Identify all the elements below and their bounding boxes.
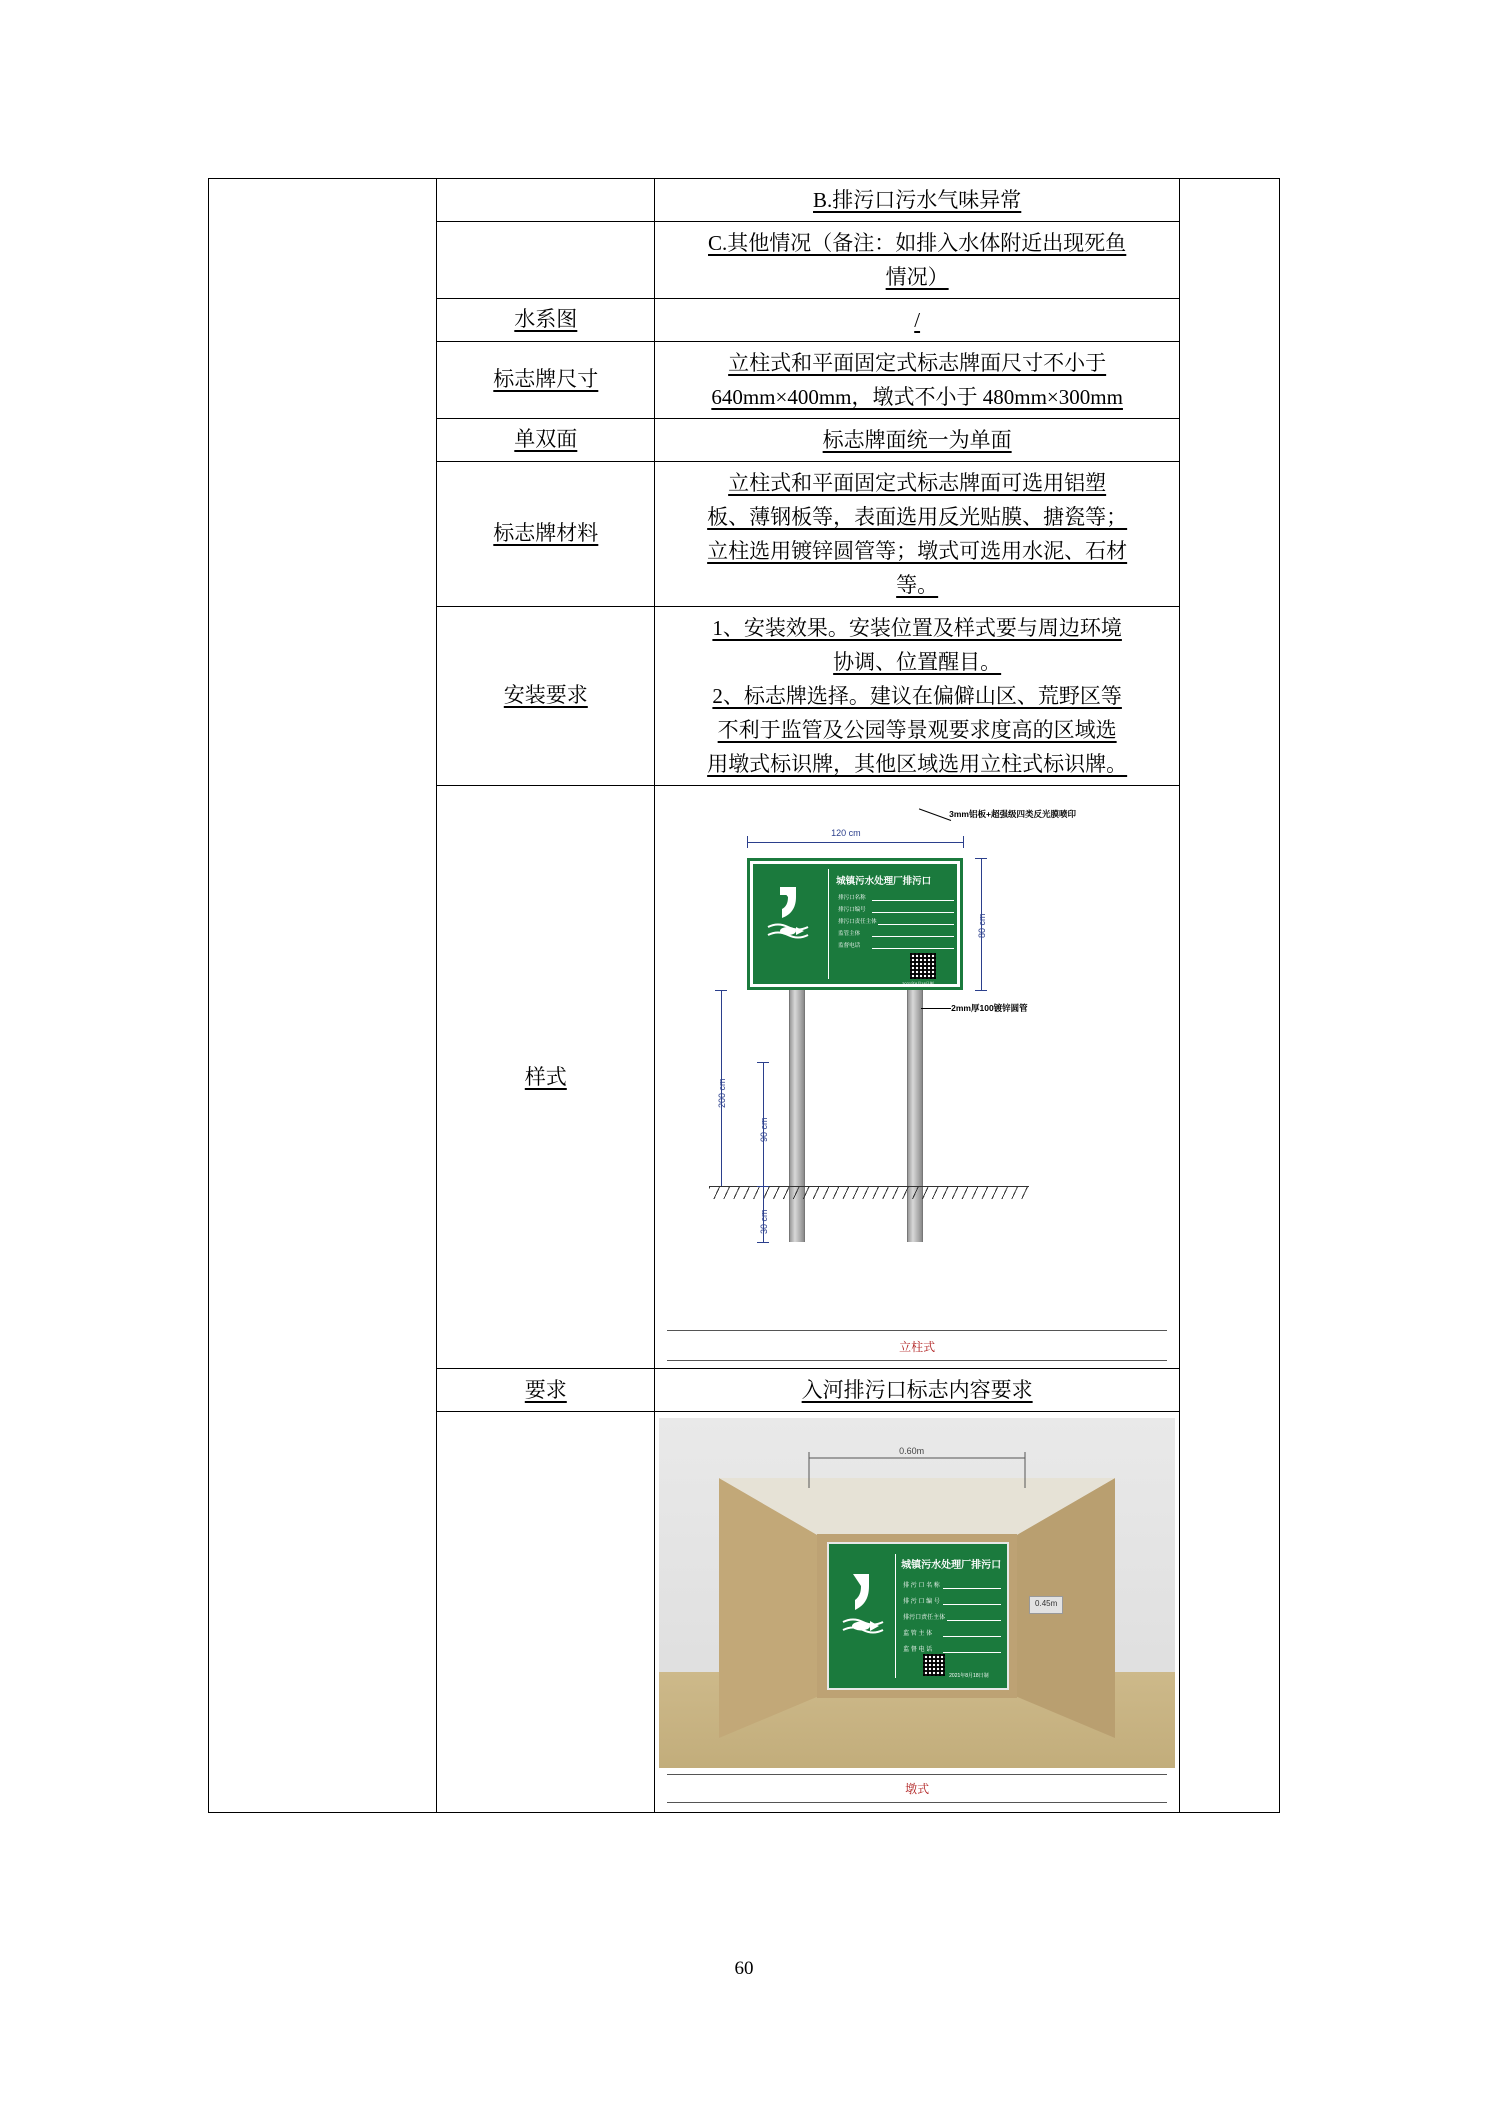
label-text: 安装要求 [503, 683, 588, 708]
label-text: 要求 [524, 1377, 567, 1402]
field-rule [943, 1604, 1001, 1605]
sign-field-label: 排 污 口 编 号 [903, 1599, 940, 1606]
field-rule [943, 1588, 1001, 1589]
sign-board-outline [747, 858, 963, 990]
field-rule [943, 1652, 1001, 1653]
text-line: B.排污口污水气味异常 [813, 188, 1022, 212]
sign-date-note: 2021年8月18日制 [902, 981, 934, 987]
row-content-single-double [655, 419, 1179, 462]
leader-line [921, 1008, 951, 1009]
sign-title: 城镇污水处理厂排污口 [836, 876, 932, 888]
label-text: 单双面 [514, 427, 578, 452]
row-content-style-figure [655, 786, 1179, 1369]
figure-block-caption: 墩式 [905, 1782, 930, 1797]
field-rule [943, 1636, 1001, 1637]
field-rule [872, 948, 954, 949]
text-line: 不利于监管及公园等景观要求度高的区域选 [717, 718, 1117, 743]
text-line: 立柱式和平面固定式标志牌面可选用铝塑 [728, 471, 1107, 496]
row-label-sign-size [437, 342, 655, 419]
figure-block-style-sign [659, 1418, 1175, 1812]
dim-tick [715, 990, 727, 991]
sign-field-label: 排污口责任主体 [903, 1615, 946, 1622]
row-label-install-req [437, 607, 655, 786]
text-line: 板、薄钢板等，表面选用反光贴膜、搪瓷等； [707, 505, 1128, 530]
qr-code [923, 1654, 945, 1676]
row-label-style [437, 786, 655, 1369]
pole-left [789, 990, 805, 1242]
row-label-requirement [437, 1369, 655, 1412]
monument-sign-face [827, 1542, 1009, 1690]
field-rule [872, 912, 954, 913]
field-rule [872, 936, 954, 937]
dim-board-height-label: 80 cm [977, 913, 988, 939]
dim-width-label: 120 cm [831, 828, 861, 839]
figure-rule-bottom [667, 1802, 1167, 1803]
requirements-table [208, 178, 1280, 1813]
row-label-empty-3 [437, 1412, 655, 1813]
dim-tick [757, 1186, 769, 1187]
sign-field-label: 排污口责任主体 [838, 919, 877, 926]
leader-line [919, 809, 951, 822]
right-merged-cell [1179, 179, 1279, 1813]
label-text: 标志牌尺寸 [493, 367, 599, 392]
text-line: 1、安装效果。安装位置及样式要与周边环境 [712, 616, 1122, 641]
text-line: 等。 [896, 573, 939, 598]
outfall-pipe-icon [841, 1570, 891, 1642]
field-rule [947, 1620, 1001, 1621]
dim-tick [975, 990, 987, 991]
label-text: 样式 [524, 1064, 567, 1089]
dim-total-height-label: 200 cm [717, 1078, 728, 1109]
table-row [209, 179, 1280, 222]
row-label-empty-2 [437, 222, 655, 299]
label-text: 标志牌材料 [493, 521, 599, 546]
sign-field-label: 监 管 主 体 [903, 1631, 933, 1638]
sign-date-note: 2021年8月18日制 [949, 1673, 989, 1680]
dim-tick [747, 836, 748, 848]
label-text: 水系图 [514, 307, 578, 332]
ground-hatch [709, 1187, 1029, 1199]
row-label-empty-1 [437, 179, 655, 222]
dim-pole-height-label: 90 cm [759, 1117, 770, 1143]
sign-field-label: 监督电话 [838, 943, 861, 950]
text-line: 情况） [885, 265, 949, 290]
row-label-single-double [437, 419, 655, 462]
sign-divider [895, 1554, 896, 1678]
sign-divider [828, 869, 829, 979]
text-line: 入河排污口标志内容要求 [801, 1378, 1033, 1403]
dim-side-tag: 0.45m [1029, 1596, 1063, 1614]
photo-frame [659, 1418, 1175, 1768]
text-line: 用墩式标识牌，其他区域选用立柱式标识牌。 [707, 752, 1128, 777]
left-merged-cell [209, 179, 437, 1813]
page-number: 60 [734, 1958, 754, 1979]
text-line: 标志牌面统一为单面 [822, 428, 1012, 453]
row-content-sign-material [655, 462, 1179, 607]
text-line: 立柱选用镀锌圆管等；墩式可选用水泥、石材 [707, 539, 1128, 564]
row-content-1 [655, 179, 1179, 222]
row-content-2 [655, 222, 1179, 299]
text-line: 640mm×400mm，墩式不小于 480mm×300mm [711, 385, 1123, 410]
outfall-pipe-icon [766, 883, 822, 945]
text-line: 协调、位置醒目。 [833, 650, 1002, 675]
figure-post-mounted-sign [659, 790, 1175, 1368]
field-rule [878, 924, 954, 925]
dim-tick [757, 1062, 769, 1063]
sign-title: 城镇污水处理厂排污口 [901, 1560, 1002, 1572]
figure-rule-top [667, 1330, 1167, 1331]
text-line: 2、标志牌选择。建议在偏僻山区、荒野区等 [712, 684, 1122, 709]
row-label-sign-material [437, 462, 655, 607]
callout-board-material: 3mm铝板+超强级四类反光膜喷印 [949, 809, 1076, 820]
sign-field-label: 排污口名称 [838, 895, 866, 902]
pole-right [907, 990, 923, 1242]
dim-tick [963, 836, 964, 848]
figure-post-caption: 立柱式 [899, 1340, 936, 1355]
row-content-sign-size [655, 342, 1179, 419]
field-rule [872, 900, 954, 901]
figure-rule-bottom [667, 1360, 1167, 1361]
dim-buried-depth-label: 30 cm [759, 1209, 770, 1235]
row-content-install-req [655, 607, 1179, 786]
dim-tick [757, 1242, 769, 1243]
sign-field-label: 排污口编号 [838, 907, 866, 914]
sign-field-label: 排 污 口 名 称 [903, 1583, 940, 1590]
text-line: 立柱式和平面固定式标志牌面尺寸不小于 [728, 351, 1107, 376]
callout-pole-material: 2mm厚100镀锌圆管 [951, 1003, 1028, 1014]
text-line: / [914, 308, 921, 333]
sign-field-label: 监 督 电 话 [903, 1647, 933, 1654]
row-label-water-map [437, 299, 655, 342]
row-content-block-figure [655, 1412, 1179, 1813]
row-content-water-map [655, 299, 1179, 342]
dim-width-label: 0.60m [899, 1446, 925, 1457]
qr-code [910, 953, 936, 979]
dim-width-line [747, 842, 963, 843]
row-content-requirement [655, 1369, 1179, 1412]
sign-field-label: 监管主体 [838, 931, 861, 938]
dim-width-annotation [659, 1418, 1175, 1538]
figure-rule-top [667, 1774, 1167, 1775]
dim-tick [975, 858, 987, 859]
text-line: C.其他情况（备注：如排入水体附近出现死鱼 [708, 231, 1127, 256]
